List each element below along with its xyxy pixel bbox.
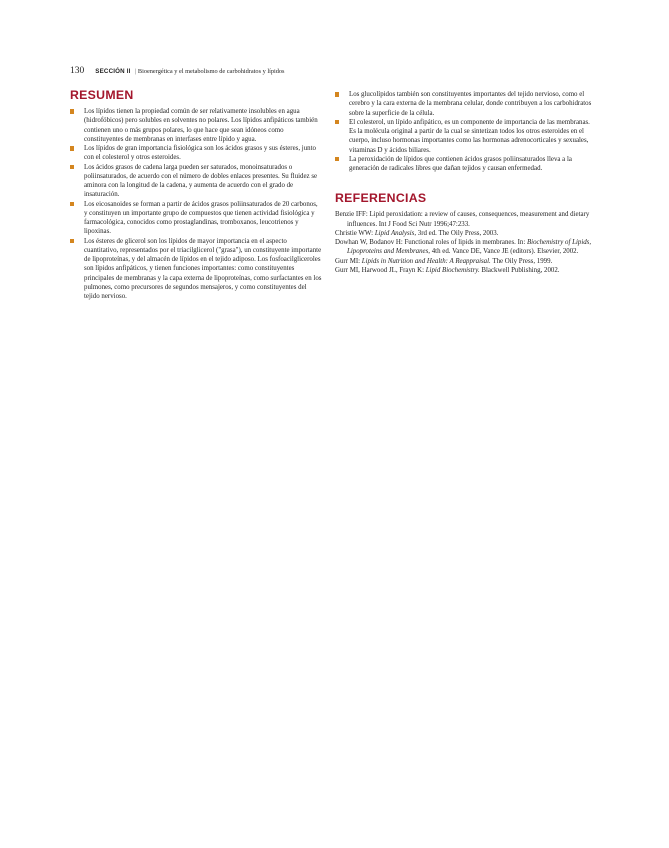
summary-item: El colesterol, un lípido anfipático, es un componente de importancia de las membranas. Es la molécula original a partir de la cual se sintetizan todos los otros esteroides en el cuerpo, incluso hormonas importantes como las hormonas adrenocorticales y sexuales, vitaminas D y ácidos biliares. [335,118,593,155]
summary-item: Los lípidos tienen la propiedad común de ser relativamente insolubles en agua (hidrofóbicos) pero solubles en solventes no polares. Los lípidos anfipáticos también contienen uno o más grupos polares, lo que hace que sean idóneos como constituyentes de membranas en interfases entre lípido y agua. [70,107,322,144]
reference-item: Benzie IFF: Lipid peroxidation: a review of causes, consequences, measurement and dietary influences. Int J Food Sci Nutr 1996;47:233. [335,211,590,228]
summary-item: Los lípidos de gran importancia fisiológica son los ácidos grasos y sus ésteres, junto con el colesterol y otros esteroides. [70,144,322,163]
reference-item: Gurr MI, Harwood JL, Frayn K: Lipid Biochemistry. Blackwell Publishing, 2002. [335,267,560,275]
summary-list [70,107,322,301]
header-separator: | [134,68,136,75]
references-heading: REFERENCIAS [335,191,427,206]
reference-item: Dowhan W, Bodanov H: Functional roles of lipids in membranes. In: Biochemistry of Lipids, Lipoproteins and Membranes, 4th ed. Vance DE, Vance JE (editors). Elsevier, 2002. [335,239,592,256]
section-label: SECCIÓN II [95,68,131,75]
square-bullet-icon [70,146,74,150]
square-bullet-icon [335,157,339,161]
square-bullet-icon [70,165,74,169]
square-bullet-icon [335,92,339,96]
left-column [70,88,322,301]
summary-item: La peroxidación de lípidos que contienen ácidos grasos poliinsaturados lleva a la generación de radicales libres que dañan tejidos y causan enfermedad. [335,155,593,174]
reference-item: Gurr MI: Lipids in Nutrition and Health: A Reappraisal. The Oily Press, 1999. [335,257,553,265]
section-title: Bioenergética y el metabolismo de carbohidratos y lípidos [137,68,285,75]
square-bullet-icon [70,239,74,243]
right-column [335,90,593,275]
square-bullet-icon [335,120,339,124]
summary-item: Los ésteres de glicerol son los lípidos de mayor importancia en el aspecto cuantitativo, representados por el triacilglicerol ("grasa"), un constituyente importante de lipoproteínas, y del almacén de lípidos en el tejido adiposo. Los fosfoacilgliceroles son lípidos anfipáticos, y tienen funciones importantes: como constituyentes principales de membranas y la capa externa de lipoproteínas, como surfactantes en los pulmones, como precursores de segundos mensajeros, y como constituyentes del tejido nervioso. [70,237,322,302]
summary-list-continued [335,90,593,173]
reference-item: Christie WW: Lipid Analysis, 3rd ed. The Oily Press, 2003. [335,229,499,237]
square-bullet-icon [70,202,74,206]
running-header [70,66,630,80]
summary-item: Los glucolípidos también son constituyentes importantes del tejido nervioso, como el cerebro y la cara externa de la membrana celular, donde contribuyen a los carbohidratos sobre la superficie de la célula. [335,90,593,118]
summary-item: Los eicosanoides se forman a partir de ácidos grasos poliinsaturados de 20 carbonos, y constituyen un importante grupo de compuestos que tienen actividad fisiológica y farmacológica, conocidos como prostaglandinas, tromboxanos, leucotrienos y lipoxinas. [70,200,322,237]
summary-heading: RESUMEN [70,88,134,102]
square-bullet-icon [70,109,74,113]
references-list [335,210,593,275]
page-number: 130 [70,66,85,76]
summary-item: Los ácidos grasos de cadena larga pueden ser saturados, monoinsaturados o poliinsaturados, de acuerdo con el número de dobles enlaces presentes. Su fluidez se aminora con la longitud de la cadena, y aumenta de acuerdo con el grado de insaturación. [70,163,322,200]
